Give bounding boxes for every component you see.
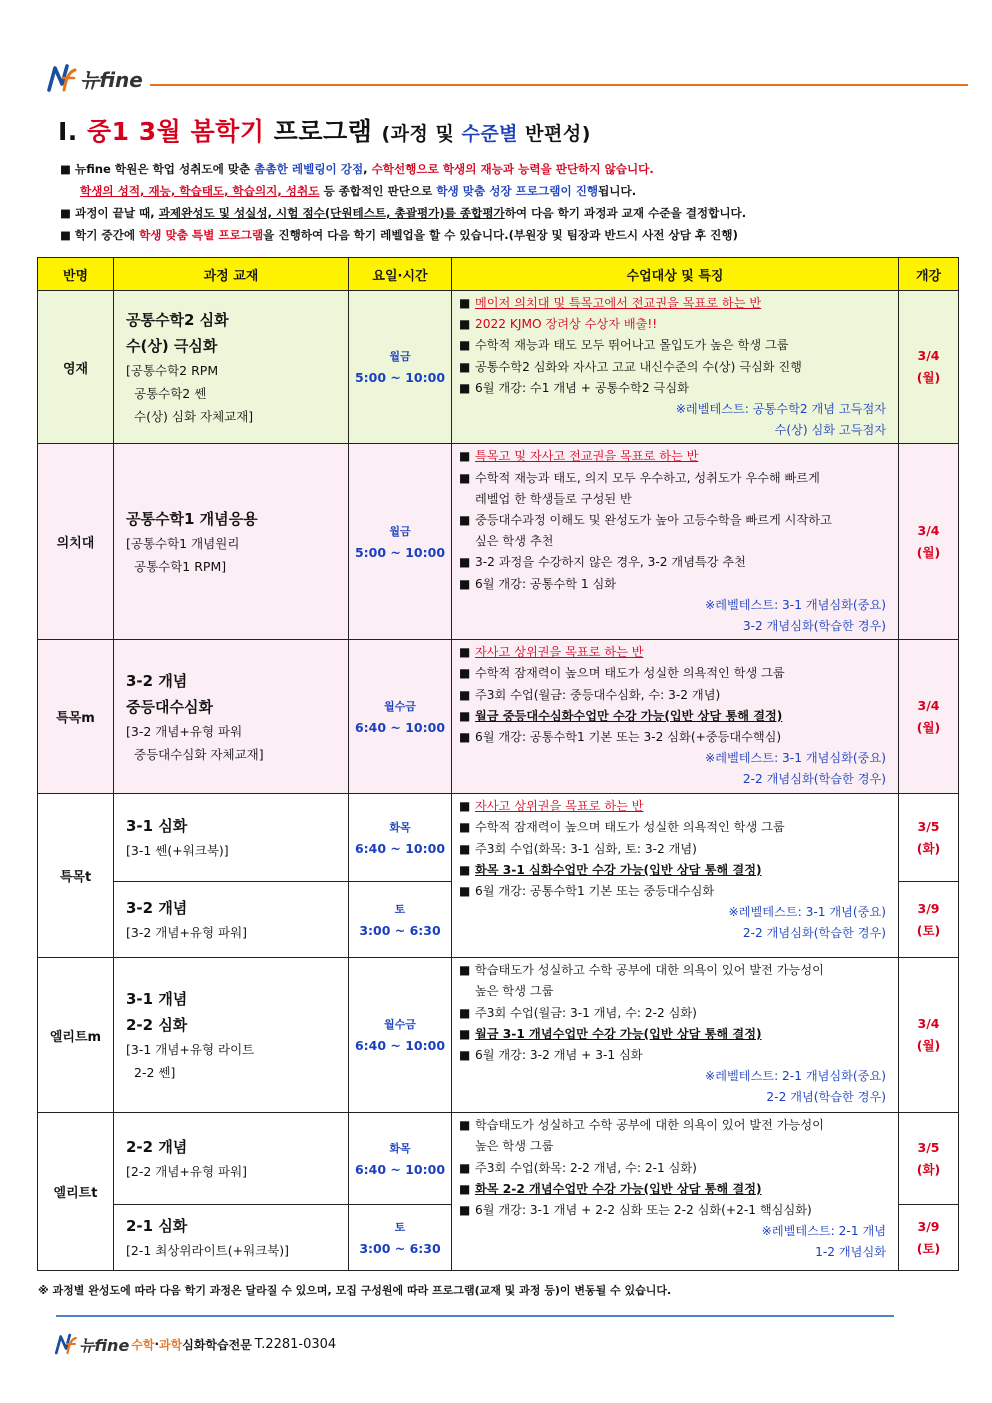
item-text: 6월 개강: 공통수학1 기본 또는 3-2 심화(+중등대수핵심) [475, 730, 782, 745]
footer-description: 심화학습전문 [182, 1337, 252, 1352]
course-name: 2-2 심화 [126, 1016, 188, 1035]
square-bullet-icon: ■ [459, 576, 471, 591]
nf-logo-icon [54, 1332, 78, 1356]
title-number: Ⅰ. [58, 117, 88, 146]
item-text: 6월 개강: 공통수학1 기본 또는 중등대수심화 [475, 884, 715, 899]
footer-subject-math: 수학 [131, 1337, 155, 1352]
item-text: 3-2 과정을 수강하지 않은 경우, 3-2 개념특강 추천 [475, 555, 746, 570]
note-highlight: 학생 맞춤 특별 프로그램 [139, 228, 264, 242]
item-text: 주3회 수업(화목: 3-1 심화, 토: 3-2 개념) [475, 841, 697, 856]
open-date: 3/4 [917, 348, 940, 364]
course-name: 수(상) 극심화 [126, 336, 218, 355]
note-line [60, 224, 960, 246]
list-item [458, 1158, 892, 1179]
note-text: , [363, 162, 372, 176]
note-highlight: 학생 맞춤 성장 프로그램이 진행 [436, 184, 599, 198]
table-header-row [38, 258, 959, 291]
item-text: 수학적 잠재력이 높으며 태도가 성실한 의욕적인 학생 그룹 [475, 820, 785, 835]
target-cell [452, 291, 899, 444]
open-cell [899, 958, 959, 1113]
schedule-cell [349, 958, 452, 1113]
item-text: 수학적 재능과 태도 모두 뛰어나고 몰입도가 높은 학생 그룹 [475, 338, 789, 353]
list-item [458, 663, 892, 684]
target-cell [452, 794, 899, 958]
class-time: 6:40 ~ 10:00 [354, 1161, 446, 1177]
class-time: 5:00 ~ 10:00 [354, 370, 446, 386]
square-bullet-icon: ■ [459, 666, 471, 681]
class-time: 5:00 ~ 10:00 [354, 544, 446, 560]
course-cell [114, 640, 349, 794]
brand-name: 뉴fine [80, 67, 143, 92]
table-row [38, 794, 959, 882]
level-test: ※레벨테스트: 2-1 개념 [761, 1224, 886, 1239]
header-class: 반명 [38, 258, 114, 291]
level-test: ※레벨테스트: 공통수학2 개념 고득점자 [675, 402, 886, 417]
list-item [458, 293, 892, 314]
class-time: 3:00 ~ 6:30 [359, 922, 441, 938]
class-days: 월금 [389, 524, 411, 538]
class-name: 엘리트m [38, 958, 114, 1113]
square-bullet-icon: ■ [459, 338, 471, 353]
square-bullet-icon: ■ [459, 730, 471, 745]
class-days: 월수금 [384, 699, 416, 713]
square-bullet-icon: ■ [459, 1026, 471, 1041]
item-text: 월금 중등대수심화수업만 수강 가능(입반 상담 통해 결정) [475, 708, 783, 723]
textbook: 2-2 쎈] [134, 1065, 176, 1081]
item-text: 학습태도가 성실하고 수학 공부에 대한 의욕이 있어 발전 가능성이 [475, 963, 824, 978]
class-name: 특목m [38, 640, 114, 794]
list-item [458, 510, 892, 531]
schedule-cell [349, 640, 452, 794]
course-cell [114, 444, 349, 640]
list-item [458, 839, 892, 860]
square-bullet-icon: ■ [459, 1160, 471, 1175]
footnote: ※ 과정별 완성도에 따라 다음 학기 과정은 달라질 수 있으며, 모집 구성원에 따라 프로그램(교재 및 과정 등)이 변동될 수 있습니다. [38, 1284, 672, 1297]
footer-phone: T.2281-0304 [254, 1336, 337, 1352]
square-bullet-icon: ■ [459, 963, 471, 978]
schedule-cell [349, 444, 452, 640]
open-weekday: (월) [916, 1038, 941, 1054]
course-name: 3-2 개념 [126, 899, 188, 918]
list-item [458, 552, 892, 573]
textbook: [3-1 쎈(+워크북)] [126, 843, 229, 859]
item-text: 주3회 수업(월금: 중등대수심화, 수: 3-2 개념) [475, 687, 721, 702]
textbook: [3-1 개념+유형 라이트 [126, 1042, 255, 1058]
course-name: 중등대수심화 [126, 697, 213, 716]
open-weekday: (월) [916, 719, 941, 735]
open-weekday: (화) [916, 840, 941, 856]
course-name: 3-1 심화 [126, 817, 188, 836]
header-target: 수업대상 및 특징 [452, 258, 899, 291]
item-text: 2022 KJMO 장려상 수상자 배출!! [475, 317, 658, 332]
course-cell [114, 1113, 349, 1205]
item-text: 주3회 수업(월금: 3-1 개념, 수: 2-2 심화) [475, 1005, 697, 1020]
square-bullet-icon: ■ [459, 513, 471, 528]
open-weekday: (토) [916, 922, 941, 938]
item-text: 높은 학생 그룹 [475, 984, 554, 999]
open-date: 3/4 [917, 1016, 940, 1032]
open-cell [899, 882, 959, 958]
square-bullet-icon: ■ [459, 380, 471, 395]
level-test: ※레벨테스트: 2-1 개념심화(중요) [705, 1069, 886, 1084]
course-cell [114, 291, 349, 444]
item-text: 레벨업 한 학생들로 구성된 반 [475, 491, 632, 506]
class-days: 화목 [389, 820, 411, 834]
open-cell [899, 640, 959, 794]
list-item [458, 378, 892, 399]
open-date: 3/9 [917, 1218, 940, 1234]
textbook: 중등대수심화 자체교재] [134, 746, 264, 762]
target-cell [452, 444, 899, 640]
title-paren-c: 반편성) [518, 123, 591, 145]
list-item [458, 1024, 892, 1045]
square-bullet-icon: ■ [459, 820, 471, 835]
open-weekday: (월) [916, 544, 941, 560]
textbook: 수(상) 심화 자체교재] [134, 408, 254, 424]
footer-brand-name: 뉴fine [79, 1335, 130, 1355]
course-name: 공통수학2 심화 [126, 310, 229, 329]
level-test: ※레벨테스트: 3-1 개념(중요) [728, 905, 886, 920]
note-highlight: 과제완성도 및 성실성, 시험 점수(단원테스트, 총괄평가)를 종합평가 [158, 206, 505, 220]
list-item [458, 1179, 892, 1200]
list-item [458, 706, 892, 727]
class-name: 특목t [38, 794, 114, 958]
square-bullet-icon: ■ [459, 470, 471, 485]
class-name: 엘리트t [38, 1113, 114, 1271]
list-item [458, 446, 892, 467]
square-bullet-icon: ■ [459, 359, 471, 374]
item-text: 화목 3-1 심화수업만 수강 가능(입반 상담 통해 결정) [475, 862, 762, 877]
table-row [38, 640, 959, 794]
list-item-continuation [458, 981, 892, 1002]
item-text: 높은 학생 그룹 [475, 1139, 554, 1154]
level-test: ※레벨테스트: 3-1 개념심화(중요) [705, 751, 886, 766]
textbook: [2-1 최상위라이트(+워크북)] [126, 1243, 290, 1259]
textbook: [3-2 개념+유형 파워 [126, 723, 243, 739]
item-text: 메이저 의치대 및 특목고에서 전교권을 목표로 하는 반 [475, 296, 762, 310]
header-schedule: 요일·시간 [349, 258, 452, 291]
list-item [458, 1115, 892, 1136]
intro-notes [60, 158, 960, 246]
square-bullet-icon: ■ [459, 841, 471, 856]
textbook: [공통수학2 RPM [126, 362, 219, 378]
table-row [38, 1113, 959, 1205]
footer-divider [56, 1315, 894, 1317]
square-bullet-icon: ■ [459, 296, 471, 310]
list-item [458, 1200, 892, 1221]
square-bullet-icon: ■ [459, 449, 471, 464]
square-bullet-icon: ■ [459, 1203, 471, 1218]
target-cell [452, 640, 899, 794]
square-bullet-icon: ■ [459, 687, 471, 702]
course-name: 2-1 심화 [126, 1217, 188, 1236]
list-item [458, 357, 892, 378]
schedule-cell [349, 794, 452, 882]
course-name: 공통수학1 개념응용 [126, 509, 258, 528]
list-item [458, 574, 892, 595]
item-text: 주3회 수업(화목: 2-2 개념, 수: 2-1 심화) [475, 1160, 697, 1175]
item-text: 6월 개강: 수1 개념 + 공통수학2 극심화 [475, 380, 689, 395]
square-bullet-icon: ■ [459, 1181, 471, 1196]
level-test: 2-2 개념(학습한 경우) [766, 1090, 886, 1105]
square-bullet-icon: ■ [459, 862, 471, 877]
title-paren-a: (과정 및 [381, 123, 462, 145]
class-name: 의치대 [38, 444, 114, 640]
item-text: 싶은 학생 추천 [475, 534, 554, 549]
level-test: 2-2 개념심화(학습한 경우) [742, 772, 886, 787]
class-time: 3:00 ~ 6:30 [359, 1240, 441, 1256]
list-item [458, 642, 892, 663]
page-title [58, 112, 591, 148]
header-open: 개강 [899, 258, 959, 291]
list-item [458, 314, 892, 335]
item-text: 학습태도가 성실하고 수학 공부에 대한 의욕이 있어 발전 가능성이 [475, 1118, 824, 1133]
class-name: 영재 [38, 291, 114, 444]
square-bullet-icon: ■ [459, 555, 471, 570]
class-days: 토 [394, 902, 406, 916]
program-table [37, 257, 959, 1271]
textbook: 공통수학1 RPM] [134, 558, 227, 574]
open-date: 3/4 [917, 522, 940, 538]
item-text: 수학적 잠재력이 높으며 태도가 성실한 의욕적인 학생 그룹 [475, 666, 785, 681]
textbook: 공통수학2 쎈 [134, 385, 207, 401]
header-course: 과정 교재 [114, 258, 349, 291]
note-line [60, 180, 960, 202]
list-item [458, 685, 892, 706]
open-cell [899, 1113, 959, 1205]
list-item-continuation [458, 531, 892, 552]
class-days: 화목 [389, 1141, 411, 1155]
item-text: 자사고 상위권을 목표로 하는 반 [475, 645, 644, 660]
footer-subject-science: 과학 [159, 1337, 183, 1352]
level-test: ※레벨테스트: 3-1 개념심화(중요) [705, 597, 886, 612]
brand-logo [46, 62, 143, 94]
open-weekday: (월) [916, 370, 941, 386]
item-text: 6월 개강: 3-1 개념 + 2-2 심화 또는 2-2 심화(+2-1 핵심심화) [475, 1203, 812, 1218]
open-cell [899, 794, 959, 882]
course-cell [114, 794, 349, 882]
list-item-continuation [458, 489, 892, 510]
course-name: 3-1 개념 [126, 990, 188, 1009]
table-row [38, 958, 959, 1113]
class-days: 월수금 [384, 1018, 416, 1032]
square-bullet-icon: ■ [459, 799, 471, 814]
nf-logo-icon [46, 62, 78, 94]
item-text: 공통수학2 심화와 자사고 고교 내신수준의 수(상) 극심화 진행 [475, 359, 802, 374]
list-item [458, 335, 892, 356]
item-text: 수학적 재능과 태도, 의지 모두 우수하고, 성취도가 우수해 빠르게 [475, 470, 820, 485]
level-test: 수(상) 심화 고득점자 [774, 423, 886, 438]
item-text: 화목 2-2 개념수업만 수강 가능(입반 상담 통해 결정) [475, 1181, 762, 1196]
class-days: 월금 [389, 350, 411, 364]
class-time: 6:40 ~ 10:00 [354, 1038, 446, 1054]
title-program: 프로그램 [264, 117, 382, 146]
class-time: 6:40 ~ 10:00 [354, 840, 446, 856]
item-text: 특목고 및 자사고 전교권을 목표로 하는 반 [475, 449, 699, 464]
note-line [60, 202, 960, 224]
table-row [38, 444, 959, 640]
footer-brand [54, 1332, 336, 1356]
target-cell [452, 1113, 899, 1271]
square-bullet-icon: ■ [459, 1005, 471, 1020]
textbook: [2-2 개념+유형 파워] [126, 1164, 248, 1180]
square-bullet-icon: ■ [459, 1118, 471, 1133]
course-cell [114, 958, 349, 1113]
open-date: 3/5 [917, 818, 940, 834]
square-bullet-icon: ■ [459, 884, 471, 899]
footer-dot: · [154, 1337, 160, 1351]
list-item [458, 1045, 892, 1066]
item-text: 6월 개강: 3-2 개념 + 3-1 심화 [475, 1048, 643, 1063]
list-item [458, 1003, 892, 1024]
open-date: 3/4 [917, 697, 940, 713]
course-name: 2-2 개념 [126, 1138, 188, 1157]
list-item [458, 817, 892, 838]
target-cell [452, 958, 899, 1113]
note-line [60, 158, 960, 180]
list-item [458, 468, 892, 489]
open-weekday: (화) [916, 1161, 941, 1177]
schedule-cell [349, 1113, 452, 1205]
textbook: [공통수학1 개념원리 [126, 535, 240, 551]
item-text: 자사고 상위권을 목표로 하는 반 [475, 799, 644, 814]
list-item [458, 881, 892, 902]
item-text: 6월 개강: 공통수학 1 심화 [475, 576, 617, 591]
class-time: 6:40 ~ 10:00 [354, 719, 446, 735]
list-item [458, 960, 892, 981]
class-days: 토 [394, 1220, 406, 1234]
open-weekday: (토) [916, 1240, 941, 1256]
open-cell [899, 291, 959, 444]
list-item [458, 796, 892, 817]
square-bullet-icon: ■ [459, 708, 471, 723]
note-text: ■ 학기 중간에 [60, 228, 140, 242]
list-item-continuation [458, 1136, 892, 1157]
open-cell [899, 1205, 959, 1271]
course-cell [114, 882, 349, 958]
note-text: ■ 뉴fine 학원은 학업 성취도에 맞춘 [60, 162, 255, 176]
square-bullet-icon: ■ [459, 645, 471, 660]
item-text: 월금 3-1 개념수업만 수강 가능(입반 상담 통해 결정) [475, 1026, 762, 1041]
table-row [38, 291, 959, 444]
course-cell [114, 1205, 349, 1271]
open-cell [899, 444, 959, 640]
note-text: 등 종합적인 판단으로 [319, 184, 437, 198]
header-divider [150, 84, 968, 86]
square-bullet-icon: ■ [459, 317, 471, 332]
note-highlight: 수학선행으로 학생의 재능과 능력을 판단하지 않습니다. [371, 162, 654, 176]
open-date: 3/9 [917, 900, 940, 916]
note-text: 하여 다음 학기 과정과 교재 수준을 결정합니다. [504, 206, 747, 220]
open-date: 3/5 [917, 1139, 940, 1155]
level-test: 2-2 개념심화(학습한 경우) [742, 926, 886, 941]
level-test: 1-2 개념심화 [815, 1245, 886, 1260]
square-bullet-icon: ■ [459, 1048, 471, 1063]
title-level: 수준별 [461, 123, 519, 145]
level-test: 3-2 개념심화(학습한 경우) [742, 619, 886, 634]
note-text: 을 진행하여 다음 학기 레벨업을 할 수 있습니다.(부원장 및 팀장과 반드시 사전 상담 후 진행) [263, 228, 738, 242]
course-name: 3-2 개념 [126, 671, 188, 690]
note-highlight: 학생의 성적, 재능, 학습태도, 학습의지, 성취도 [80, 184, 320, 198]
note-text: 됩니다. [598, 184, 637, 198]
item-text: 중등대수과정 이해도 및 완성도가 높아 고등수학을 빠르게 시작하고 [475, 513, 832, 528]
list-item [458, 860, 892, 881]
textbook: [3-2 개념+유형 파워] [126, 925, 248, 941]
schedule-cell [349, 882, 452, 958]
schedule-cell [349, 291, 452, 444]
list-item [458, 727, 892, 748]
title-term: 중1 3월 봄학기 [87, 117, 265, 146]
note-highlight: 촘촘한 레벨링이 강점 [254, 162, 364, 176]
schedule-cell [349, 1205, 452, 1271]
note-text: ■ 과정이 끝날 때, [60, 206, 159, 220]
